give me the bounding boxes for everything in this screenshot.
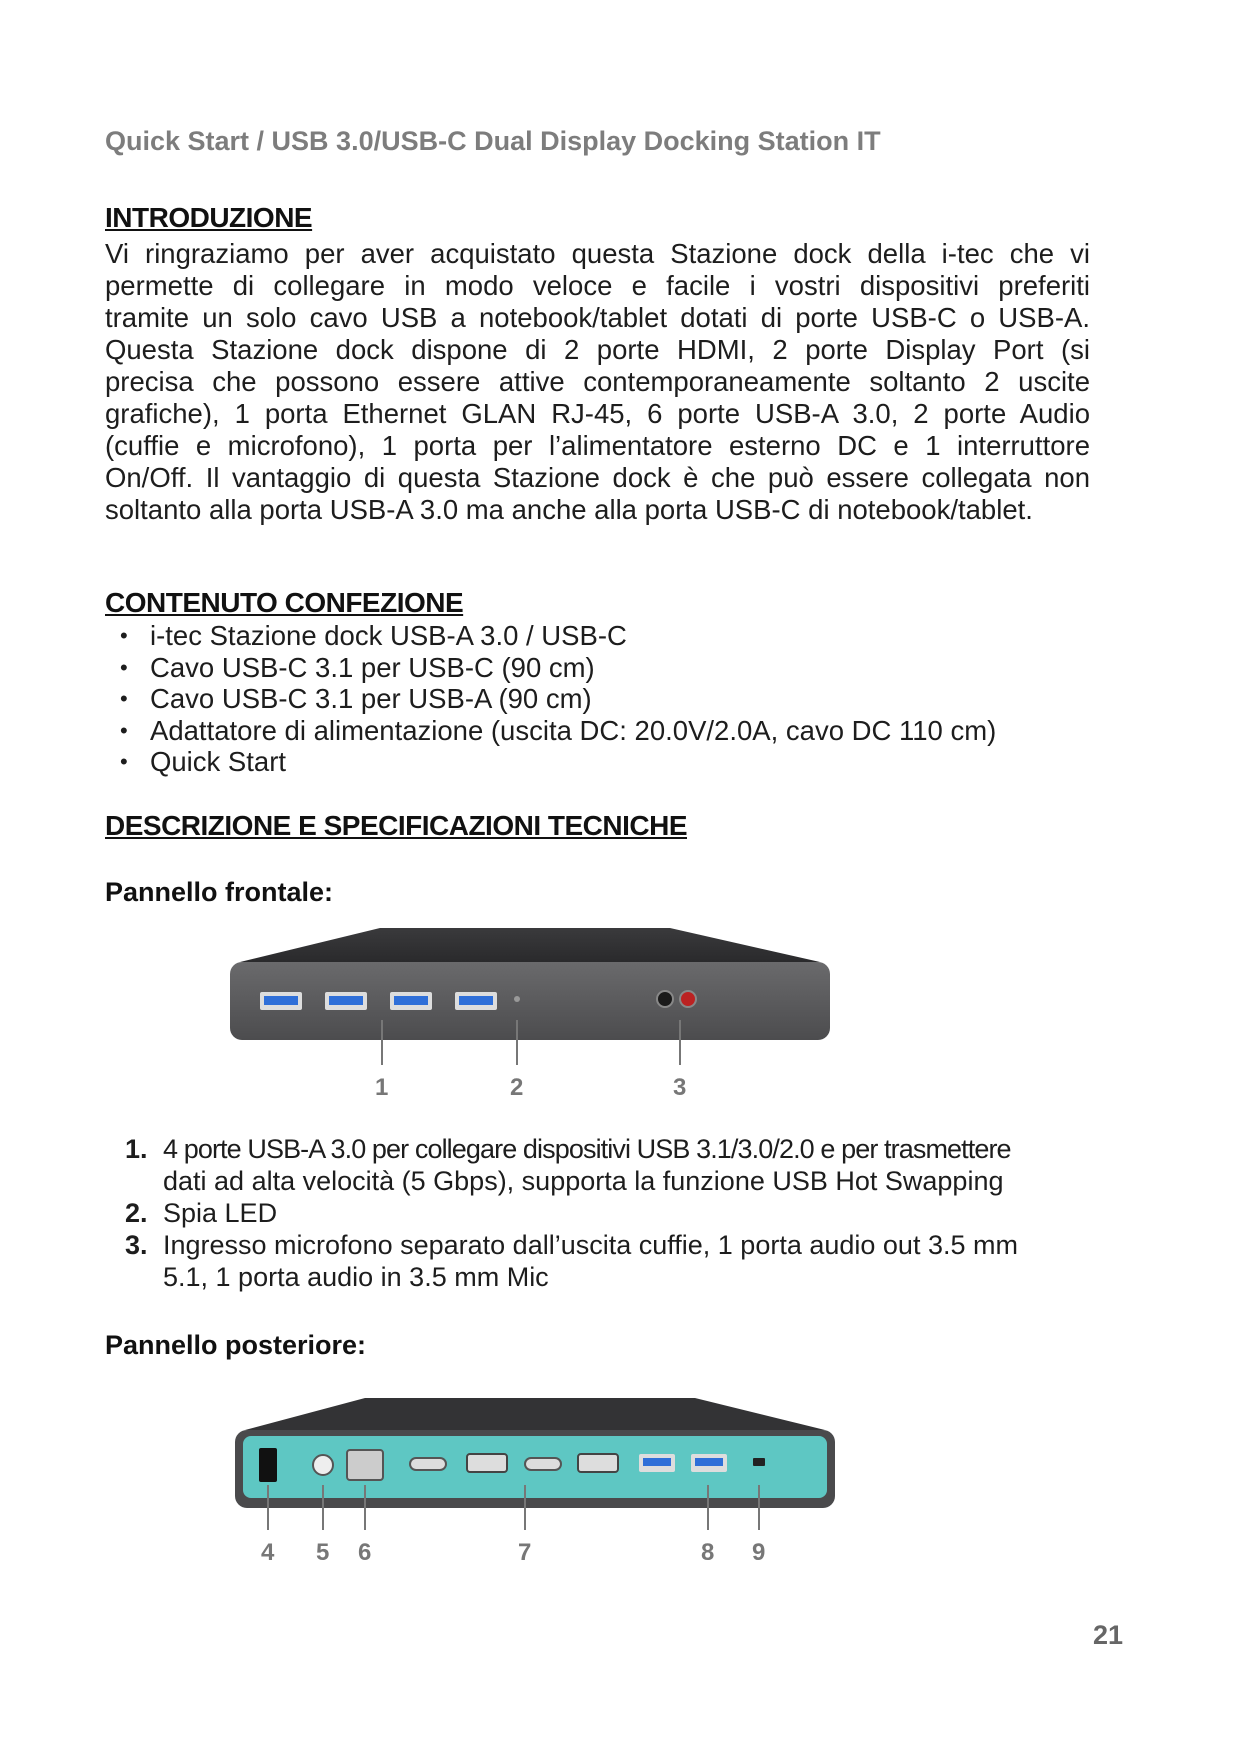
kensington-lock [753,1458,765,1466]
list-item: • Cavo USB-C 3.1 per USB-A (90 cm) [120,683,592,714]
callout-label: 2 [510,1074,524,1101]
intro-heading: INTRODUZIONE [105,202,313,233]
front-panel-title: Pannello frontale: [105,877,334,907]
usb-a-port-tongue [459,996,493,1005]
callout-label: 1 [375,1074,389,1101]
intro-line: Vi ringraziamo per aver acquistato questa Stazione dock della i-tec che vi [105,238,1090,269]
dc-in-port [313,1455,333,1475]
intro-line: permette di collegare in modo veloce e facile i vostri dispositivi preferiti [105,270,1090,301]
usb-c-port [410,1458,446,1470]
rear-panel-figure [225,1390,845,1570]
callout-label: 7 [518,1539,532,1566]
power-switch [259,1448,277,1482]
list-item: • Quick Start [120,746,287,777]
callout-label: 4 [261,1539,275,1566]
usb-c-port [525,1458,561,1470]
ethernet-port [347,1450,383,1480]
intro-line: grafiche), 1 porta Ethernet GLAN RJ-45, 6 porte USB-A 3.0, 2 porte Audio [105,398,1090,429]
intro-line: (cuffie e microfono), 1 porta per l’alimentatore esterno DC e 1 interruttore [105,430,1090,461]
usb-a-port-tongue [394,996,428,1005]
intro-line: Questa Stazione dock dispone di 2 porte HDMI, 2 porte Display Port (si [105,334,1090,365]
usb-a-port-tongue [264,996,298,1005]
specs-heading: DESCRIZIONE E SPECIFICAZIONI TECNICHE [105,810,687,841]
front-panel-figure [220,920,840,1110]
intro-line: tramite un solo cavo USB a notebook/tablet dotati di porte USB-C o USB-A. [105,302,1090,333]
contents-list [120,620,996,778]
led-indicator [514,996,520,1002]
device-top [240,928,820,962]
list-item: • Cavo USB-C 3.1 per USB-C (90 cm) [120,651,595,683]
intro-line: On/Off. Il vantaggio di questa Stazione dock è che può essere collegata non [105,462,1090,493]
callout-label: 5 [316,1539,330,1566]
document-page: Quick Start / USB 3.0/USB-C Dual Display Docking Station IT INTRODUZIONE Vi ringraziamo per aver acquistato questa Stazione dock della i-tec che vi permette di collegare in modo veloce e facile i vostri dispositivi preferiti tramite un solo cavo USB a notebook/tablet dotati di porte USB-C o USB-A. Questa Stazione dock dispone di 2 porte HDMI, 2 porte Display Port (si precisa che possono essere attive contemporaneamente soltanto 2 uscite grafiche), 1 porta Ethernet GLAN RJ-45, 6 porte USB-A 3.0, 2 porte Audio (cuffie e microfono), 1 porta per l’alimentatore esterno DC e 1 interruttore On/Off. Il vantaggio di questa Stazione dock è che può essere collegata non soltanto alla porta USB-A 3.0 ma anche alla porta USB-C di notebook/tablet. CONTENUTO CONFEZIONE • i-tec Stazione dock USB-A 3.0 / USB-C • Cavo USB-C 3.1 per USB-C (90 cm) • Cavo USB-C 3.1 per USB-A (90 cm) • Adattatore di alimentazione (uscita DC: 20.0V/2.0A, cavo DC 110 cm) • Quick Start DESCRIZIONE E SPECIFICAZIONI TECNICHE Pannello frontale: 1 2 3 1. 4 porte USB-A 3.0 per collegare dispositivi USB 3.1/3.0/2.0 e per trasmettere dati ad alta velocità (5 Gbps), supporta la funzione USB Hot Swapping 2. Spia LED 3. Ingresso microfono separato dall’uscita cuffie, 1 porta audio out 3.5 mm 5.1, 1 porta audio in 3.5 mm Mic Pannello posteriore: 4 5 6 7 8 9 21 [105,126,1124,1650]
callout-label: 9 [752,1539,766,1566]
usb-a-port-tongue [329,996,363,1005]
device-front [230,962,830,1040]
intro-line: soltanto alla porta USB-A 3.0 ma anche alla porta USB-C di notebook/tablet. [105,494,1033,525]
hdmi-port [578,1454,618,1472]
intro-line: precisa che possono essere attive contemporaneamente soltanto 2 uscite [105,366,1090,397]
page-number: 21 [1093,1620,1124,1650]
device-top [245,1398,825,1430]
usb-a-port-tongue [643,1458,671,1466]
callout-label: 6 [358,1539,372,1566]
mic-jack [680,991,696,1007]
intro-paragraph [105,238,1090,526]
running-header: Quick Start / USB 3.0/USB-C Dual Display Docking Station IT [105,126,881,156]
list-item: • i-tec Stazione dock USB-A 3.0 / USB-C [120,620,627,651]
callout-label: 3 [673,1074,687,1101]
displayport-port [467,1454,507,1472]
headphone-jack [657,991,673,1007]
callout-label: 8 [701,1539,715,1566]
rear-panel-title: Pannello posteriore: [105,1330,367,1360]
list-item: • Adattatore di alimentazione (uscita DC: 20.0V/2.0A, cavo DC 110 cm) [120,714,997,746]
usb-a-port-tongue [695,1458,723,1466]
contents-heading: CONTENUTO CONFEZIONE [105,587,464,618]
